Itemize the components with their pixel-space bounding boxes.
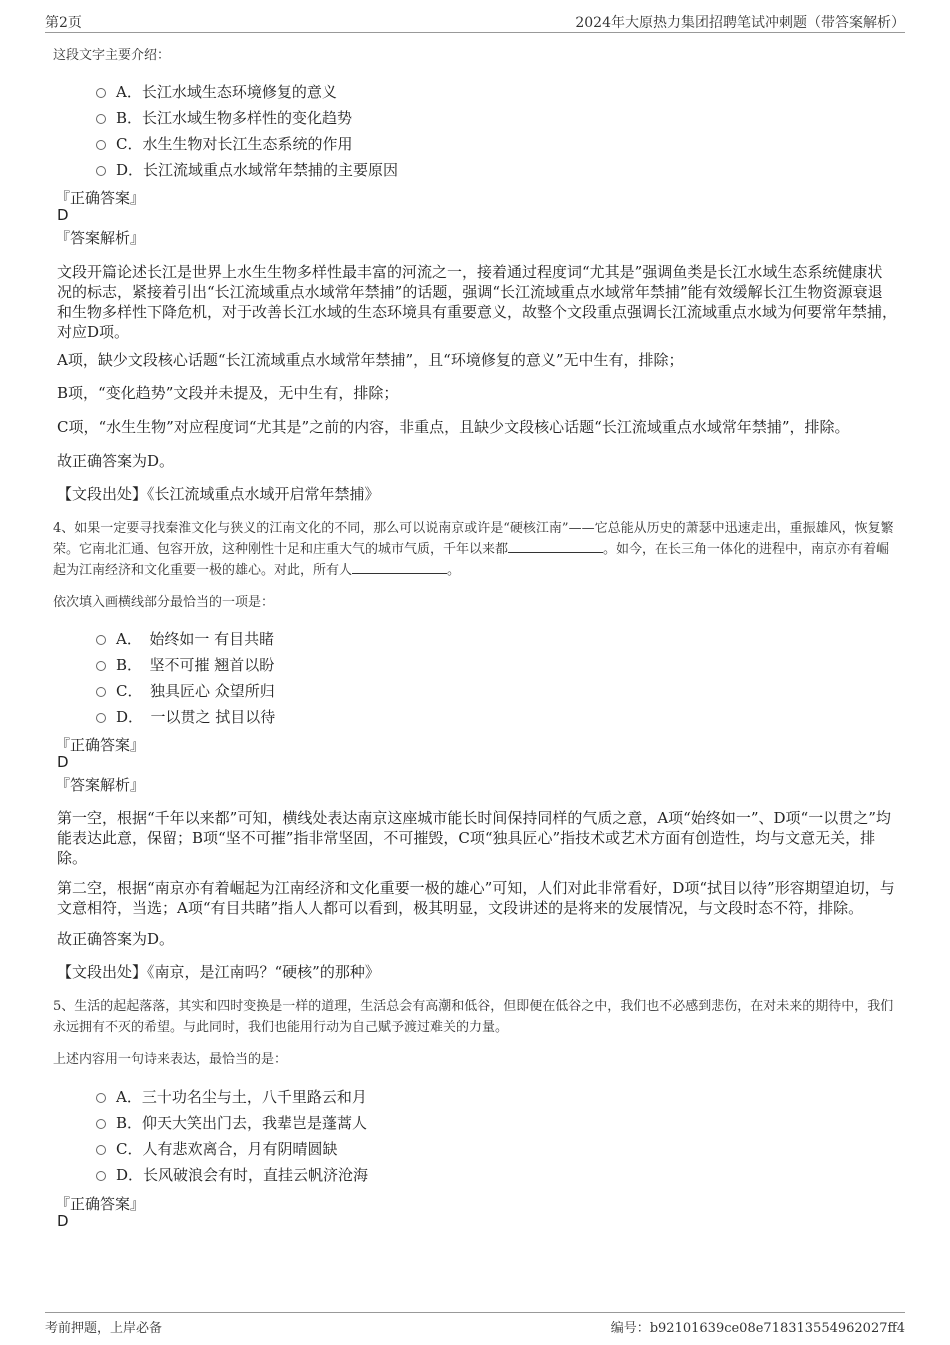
- radio-icon[interactable]: [96, 1119, 106, 1129]
- q5-answer: D: [57, 1212, 69, 1230]
- q5-option-a[interactable]: A．三十功名尘与土，八千里路云和月: [96, 1086, 367, 1107]
- q4-option-b[interactable]: B． 坚不可摧 翘首以盼: [96, 654, 274, 675]
- radio-icon[interactable]: [96, 1145, 106, 1155]
- radio-icon[interactable]: [96, 140, 106, 150]
- q4-text: 4、如果一定要寻找秦淮文化与狭义的江南文化的不同，那么可以说南京或许是“硬核江南”——它总能从历史的萧瑟中迅速走出，重振雄风，恢复繁荣。它南北汇通、包容开放，这种刚性十足和庄重大气的城市气质，千年以来都 。如今，在长三角一体化的进程中，南京亦有着崛起为江南经济和文化重要一极的雄心。对此，所有人 。: [53, 521, 894, 578]
- q3-analysis-label: 『答案解析』: [55, 229, 146, 247]
- q3-source: 【文段出处】《长江流域重点水域开启常年禁捕》: [57, 485, 380, 503]
- q4-conclusion: 故正确答案为D。: [57, 930, 175, 948]
- q5-option-c[interactable]: C．人有悲欢离合，月有阴晴圆缺: [96, 1138, 337, 1159]
- q3-option-b[interactable]: B．长江水域生物多样性的变化趋势: [96, 107, 352, 128]
- radio-icon[interactable]: [96, 661, 106, 671]
- footer-id: 编号：b92101639ce08e718313554962027ff4: [610, 1321, 905, 1336]
- radio-icon[interactable]: [96, 166, 106, 176]
- page-header: [45, 12, 905, 33]
- q5-option-b[interactable]: B．仰天大笑出门去，我辈岂是蓬蒿人: [96, 1112, 367, 1133]
- q3-analysis-b: B项，“变化趋势”文段并未提及，无中生有，排除；: [57, 384, 399, 402]
- q4-analysis-first-blank: 第一空，根据“千年以来都”可知，横线处表达南京这座城市能长时间保持同样的气质之意，A项“始终如一”、D项“一以贯之”均能表达此意，保留；B项“坚不可摧”指非常坚固，不可摧毁，C项“独具匠心”指技术或艺术方面有创造性，均与文意无关，排除。: [57, 809, 891, 867]
- q3-analysis-c: C项，“水生生物”对应程度词“尤其是”之前的内容，非重点，且缺少文段核心话题“长江流域重点水域常年禁捕”，排除。: [57, 418, 850, 436]
- footer-slogan: 考前押题，上岸必备: [45, 1321, 163, 1336]
- q4-answer-label: 『正确答案』: [55, 736, 146, 754]
- radio-icon[interactable]: [96, 635, 106, 645]
- radio-icon[interactable]: [96, 713, 106, 723]
- page-footer: [45, 1312, 905, 1336]
- q5-answer-label: 『正确答案』: [55, 1195, 146, 1213]
- q3-option-c[interactable]: C．水生生物对长江生态系统的作用: [96, 133, 352, 154]
- q4-option-a[interactable]: A． 始终如一 有目共睹: [96, 628, 274, 649]
- radio-icon[interactable]: [96, 88, 106, 98]
- q4-option-d[interactable]: D． 一以贯之 拭目以待: [96, 706, 275, 727]
- blank-1: [508, 540, 603, 553]
- blank-2: [352, 561, 447, 574]
- radio-icon[interactable]: [96, 687, 106, 697]
- q4-option-c[interactable]: C． 独具匠心 众望所归: [96, 680, 275, 701]
- q3-answer: D: [57, 206, 69, 224]
- q5-prompt: 上述内容用一句诗来表达，最恰当的是：: [53, 1052, 288, 1067]
- page-number: 第2页: [45, 15, 82, 31]
- q3-analysis-a: A项，缺少文段核心话题“长江流域重点水域常年禁捕”，且“环境修复的意义”无中生有，排除；: [57, 351, 684, 369]
- q5-text: 5、生活的起起落落，其实和四时变换是一样的道理，生活总会有高潮和低谷，但即便在低谷之中，我们也不必感到悲伤，在对未来的期待中，我们永远拥有不灭的希望。与此同时，我们也能用行动为自己赋予渡过难关的力量。: [53, 999, 894, 1035]
- q4-analysis-label: 『答案解析』: [55, 776, 146, 794]
- q3-answer-label: 『正确答案』: [55, 189, 146, 207]
- q4-source: 【文段出处】《南京，是江南吗？“硬核”的那种》: [57, 963, 380, 981]
- q3-analysis-main: 文段开篇论述长江是世界上水生生物多样性最丰富的河流之一，接着通过程度词“尤其是”强调鱼类是长江水域生态系统健康状况的标志，紧接着引出“长江流域重点水域常年禁捕”的话题，强调“长江流域重点水域常年禁捕”能有效缓解长江生物资源衰退和生物多样性下降危机，对于改善长江水域的生态环境具有重要意义，故整个文段重点强调长江流域重点水域为何要常年禁捕，对应D项。: [57, 263, 898, 341]
- radio-icon[interactable]: [96, 114, 106, 124]
- document-title: 2024年大原热力集团招聘笔试冲刺题（带答案解析）: [575, 15, 905, 31]
- q4-analysis-second-blank: 第二空，根据“南京亦有着崛起为江南经济和文化重要一极的雄心”可知，人们对此非常看好，D项“拭目以待”形容期望迫切，与文意相符，当选；A项“有目共睹”指人人都可以看到，极其明显，文段讲述的是将来的发展情况，与文段时态不符，排除。: [57, 879, 895, 917]
- q3-prompt: 这段文字主要介绍：: [53, 48, 171, 63]
- radio-icon[interactable]: [96, 1171, 106, 1181]
- q4-prompt: 依次填入画横线部分最恰当的一项是：: [53, 595, 275, 610]
- q3-conclusion: 故正确答案为D。: [57, 452, 175, 470]
- q3-option-a[interactable]: A．长江水域生态环境修复的意义: [96, 81, 337, 102]
- q5-option-d[interactable]: D．长风破浪会有时，直挂云帆济沧海: [96, 1164, 368, 1185]
- radio-icon[interactable]: [96, 1093, 106, 1103]
- q4-answer: D: [57, 753, 69, 771]
- q3-option-d[interactable]: D．长江流域重点水域常年禁捕的主要原因: [96, 159, 398, 180]
